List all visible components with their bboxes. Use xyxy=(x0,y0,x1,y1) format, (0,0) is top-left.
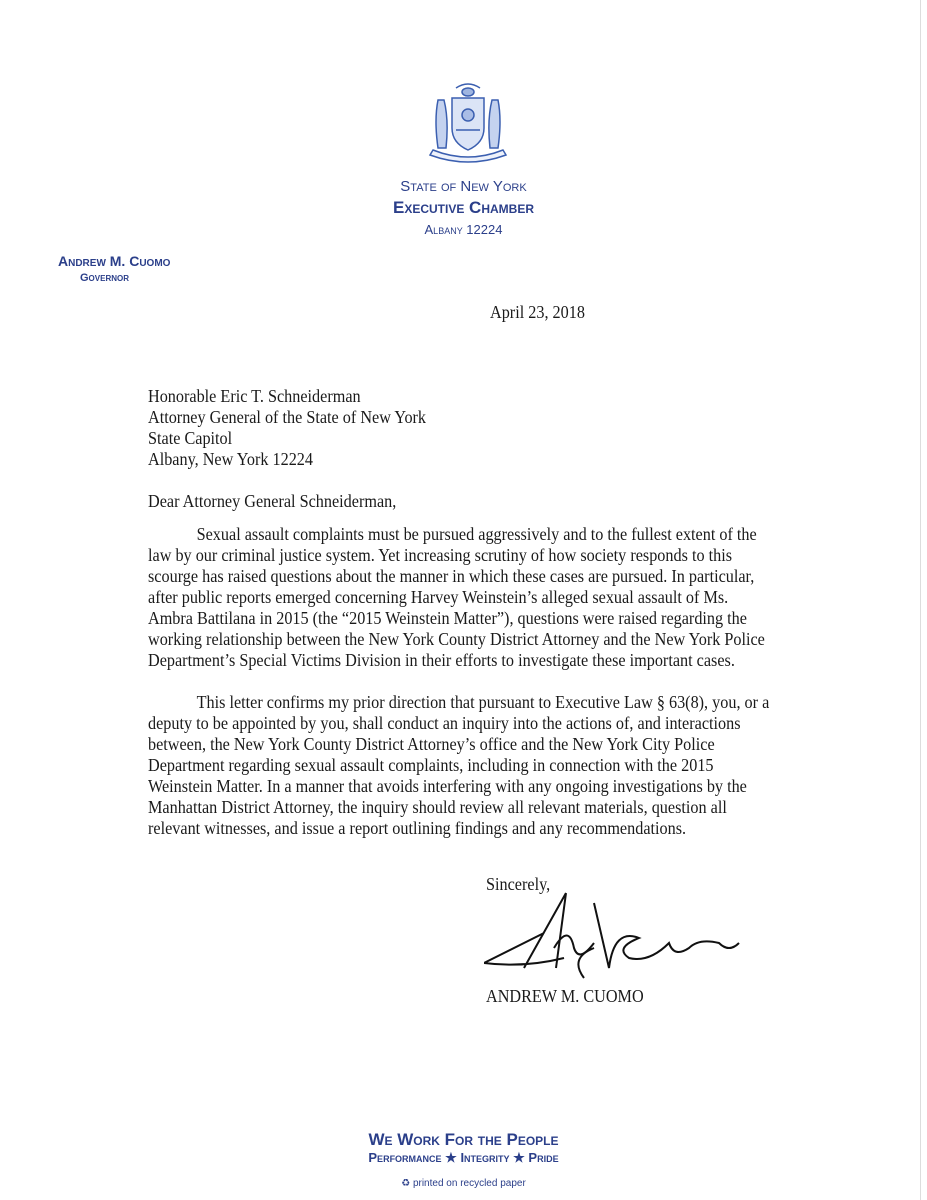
paragraph-line: relevant witnesses, and issue a report outlining findings and any recommendations. xyxy=(148,818,687,838)
governor-title: Governor xyxy=(80,272,130,284)
new-york-state-seal xyxy=(418,80,518,165)
paragraph-line: between, the New York County District Attorney’s office and the New York City Police xyxy=(148,734,715,754)
address-line: Attorney General of the State of New York xyxy=(148,407,427,427)
footer-motto: We Work For the People xyxy=(368,1130,559,1149)
handwritten-signature xyxy=(484,888,744,983)
paragraph-line: after public reports emerged concerning Harvey Weinstein’s alleged sexual assault of Ms. xyxy=(148,587,729,607)
letter-date: April 23, 2018 xyxy=(490,302,585,322)
paragraph-line: scourge has raised questions about the manner in which these cases are pursued. In particular, xyxy=(148,566,755,586)
paragraph-line: Department regarding sexual assault complaints, including in connection with the 2015 xyxy=(148,755,714,775)
address-line: Albany, New York 12224 xyxy=(148,449,314,469)
paragraph-line: Manhattan District Attorney, the inquiry should review all relevant materials, question all xyxy=(148,797,727,817)
paragraph-1 xyxy=(148,524,765,671)
signer-name: ANDREW M. CUOMO xyxy=(486,986,644,1006)
salutation xyxy=(148,491,396,512)
paragraph-2 xyxy=(148,692,769,839)
recipient-address xyxy=(148,386,426,470)
address-line: State Capitol xyxy=(148,428,233,448)
address-line: Honorable Eric T. Schneiderman xyxy=(148,386,361,406)
closing: Sincerely, xyxy=(486,874,551,894)
letterhead-city: Albany 12224 xyxy=(424,222,503,237)
paragraph-line: Ambra Battilana in 2015 (the “2015 Weinstein Matter”), questions were raised regarding the xyxy=(148,608,747,628)
salutation-text: Dear Attorney General Schneiderman, xyxy=(148,491,397,511)
paragraph-line: deputy to be appointed by you, shall conduct an inquiry into the actions of, and interactions xyxy=(148,713,741,733)
paragraph-line: Sexual assault complaints must be pursued aggressively and to the fullest extent of the xyxy=(196,524,757,544)
paragraph-line: Weinstein Matter. In a manner that avoids interfering with any ongoing investigations by the xyxy=(148,776,747,796)
paragraph-line: working relationship between the New York County District Attorney and the New York Police xyxy=(148,629,765,649)
recycled-text: printed on recycled paper xyxy=(412,1178,526,1189)
paragraph-line: This letter confirms my prior direction that pursuant to Executive Law § 63(8), you, or a xyxy=(196,692,770,712)
recycled-note xyxy=(0,1178,927,1189)
paragraph-line: law by our criminal justice system. Yet increasing scrutiny of how society responds to this xyxy=(148,545,733,565)
governor-name: Andrew M. Cuomo xyxy=(58,253,171,269)
paragraph-line: Department’s Special Victims Division in their efforts to investigate these important cases. xyxy=(148,650,735,670)
footer-values: Performance ★ Integrity ★ Pride xyxy=(368,1150,559,1165)
letterhead-chamber: Executive Chamber xyxy=(392,198,534,217)
recycle-icon: ♻ xyxy=(401,1178,411,1189)
letterhead-state: State of New York xyxy=(400,178,527,195)
